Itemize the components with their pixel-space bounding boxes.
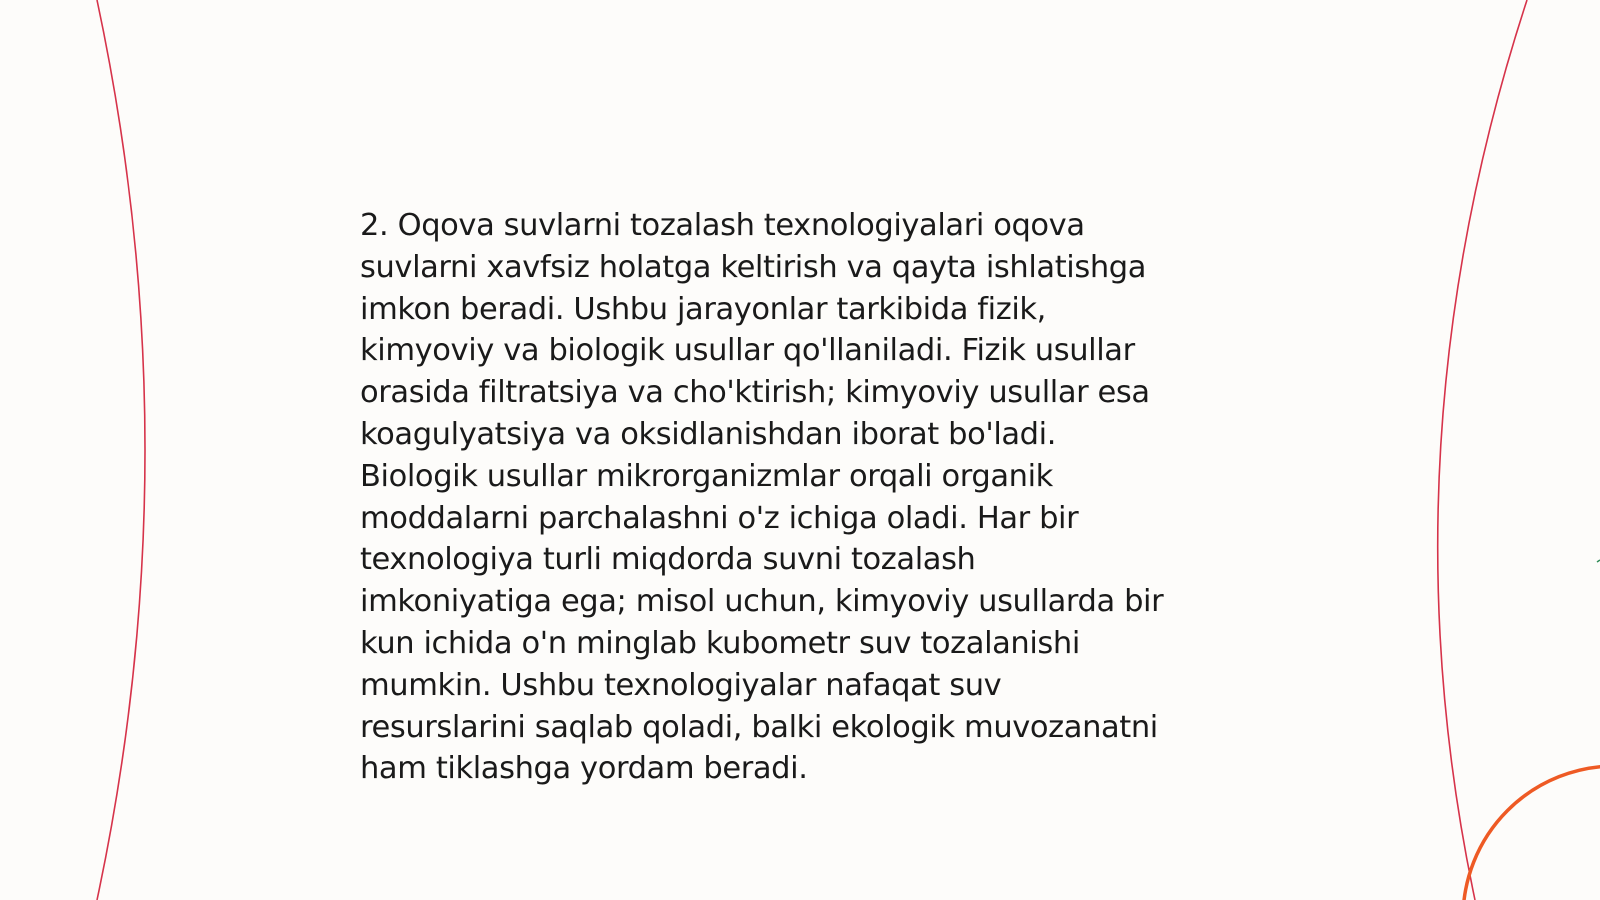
right-curve-line xyxy=(1438,0,1527,900)
body-paragraph: 2. Oqova suvlarni tozalash texnologiyalari oqova suvlarni xavfsiz holatga keltirish va qayta ishlatishga imkon beradi. Ushbu jarayonlar tarkibida fizik, kimyoviy va biologik usullar qo'llaniladi. Fizik usullar orasida filtratsiya va cho'ktirish; kimyoviy usullar esa koagulyatsiya va oksidlanishdan iborat bo'ladi. Biologik usullar mikrorganizmlar orqali organik moddalarni parchalashni o'z ichiga oladi. Har bir texnologiya turli miqdorda suvni tozalash imkoniyatiga ega; misol uchun, kimyoviy usullarda bir kun ichida o'n minglab kubometr suv tozalanishi mumkin. Ushbu texnologiyalar nafaqat suv resurslarini saqlab qoladi, balki ekologik muvozanatni ham tiklashga yordam beradi. xyxy=(360,208,1164,787)
bottom-right-accent-arc xyxy=(1463,766,1600,900)
left-curve-line xyxy=(97,0,145,900)
